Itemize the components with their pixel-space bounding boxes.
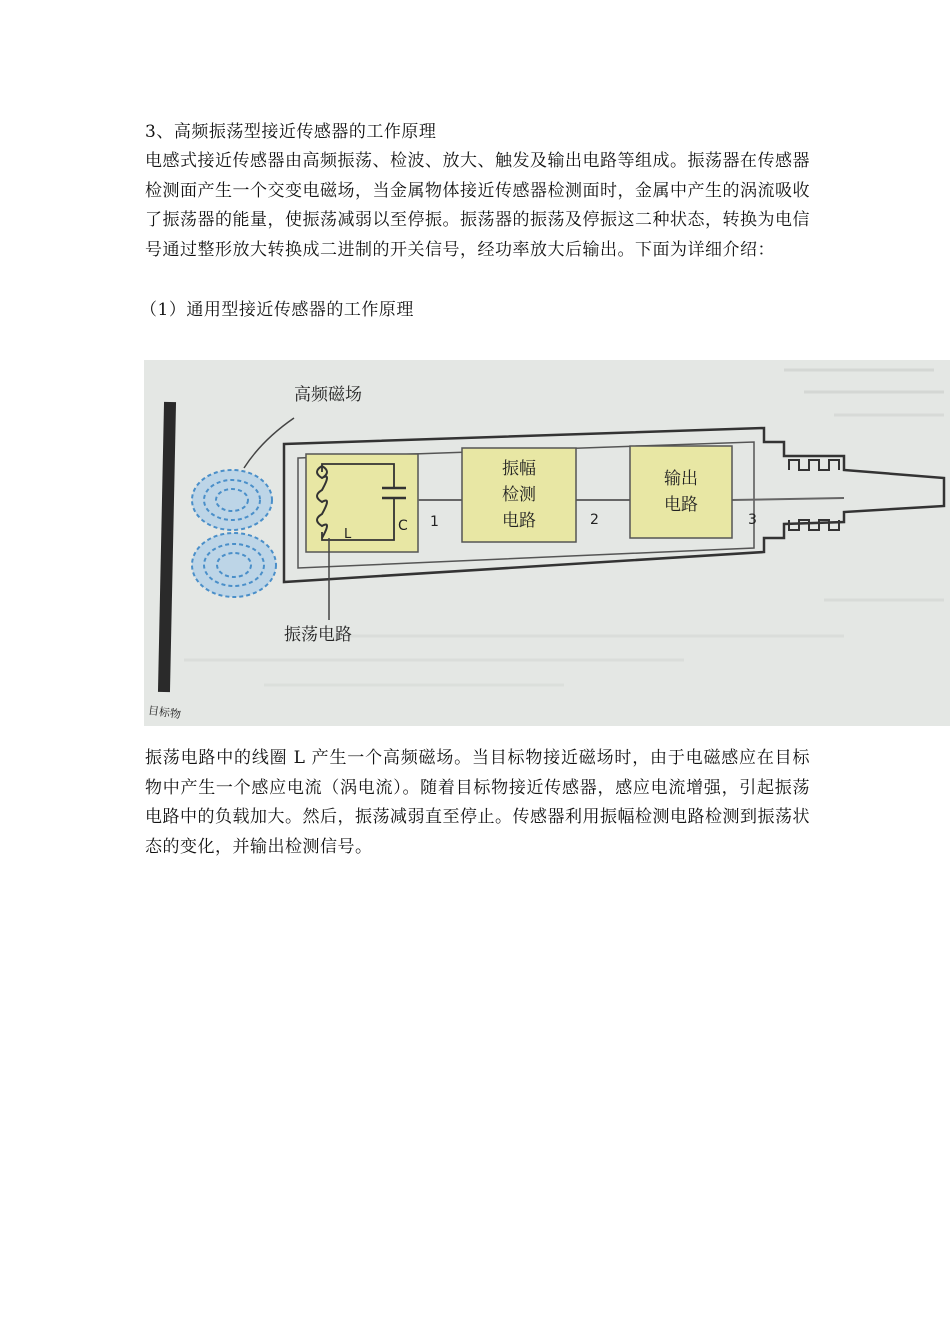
capacitor-label: C bbox=[398, 518, 408, 534]
output-block-line-2: 电路 bbox=[664, 495, 698, 515]
intro-paragraph: 电感式接近传感器由高频振荡、检波、放大、触发及输出电路等组成。振荡器在传感器检测面产生一个交变电磁场，当金属物体接近传感器检测面时，金属中产生的涡流吸收了振荡器的能量，使振荡减弱以至停振。振荡器的振荡及停振这二种状态，转换为电信号通过整形放大转换成二进制的开关信号，经功率放大后输出。下面为详细介绍： bbox=[145, 151, 810, 260]
coil-label: L bbox=[344, 527, 352, 542]
sensor-diagram-photo bbox=[144, 360, 950, 726]
node-3-label: 3 bbox=[748, 512, 757, 528]
amplitude-block-line-1: 振幅 bbox=[502, 459, 536, 479]
amplitude-block-line-3: 电路 bbox=[502, 511, 536, 531]
subsection-heading: （1）通用型接近传感器的工作原理 bbox=[140, 300, 414, 320]
target-object-bar bbox=[158, 402, 176, 692]
node-1-label: 1 bbox=[430, 514, 439, 530]
connector-threads bbox=[789, 460, 839, 530]
oscillator-label: 振荡电路 bbox=[284, 625, 352, 645]
section-heading: 3、高频振荡型接近传感器的工作原理 bbox=[145, 122, 437, 142]
explanation-paragraph: 振荡电路中的线圈 L 产生一个高频磁场。当目标物接近磁场时，由于电磁感应在目标物中产生一个感应电流（涡电流）。随着目标物接近传感器，感应电流增强，引起振荡电路中的负载加大。然后，振荡减弱直至停止。传感器利用振幅检测电路检测到振荡状态的变化，并输出检测信号。 bbox=[145, 748, 810, 857]
output-block-line-1: 输出 bbox=[664, 469, 698, 489]
target-label: 目标物 bbox=[147, 703, 182, 722]
magnetic-field-icon bbox=[192, 470, 276, 597]
field-label: 高频磁场 bbox=[294, 385, 362, 405]
amplitude-block-line-2: 检测 bbox=[502, 485, 536, 505]
output-circuit-block bbox=[630, 446, 732, 538]
node-2-label: 2 bbox=[590, 512, 599, 528]
